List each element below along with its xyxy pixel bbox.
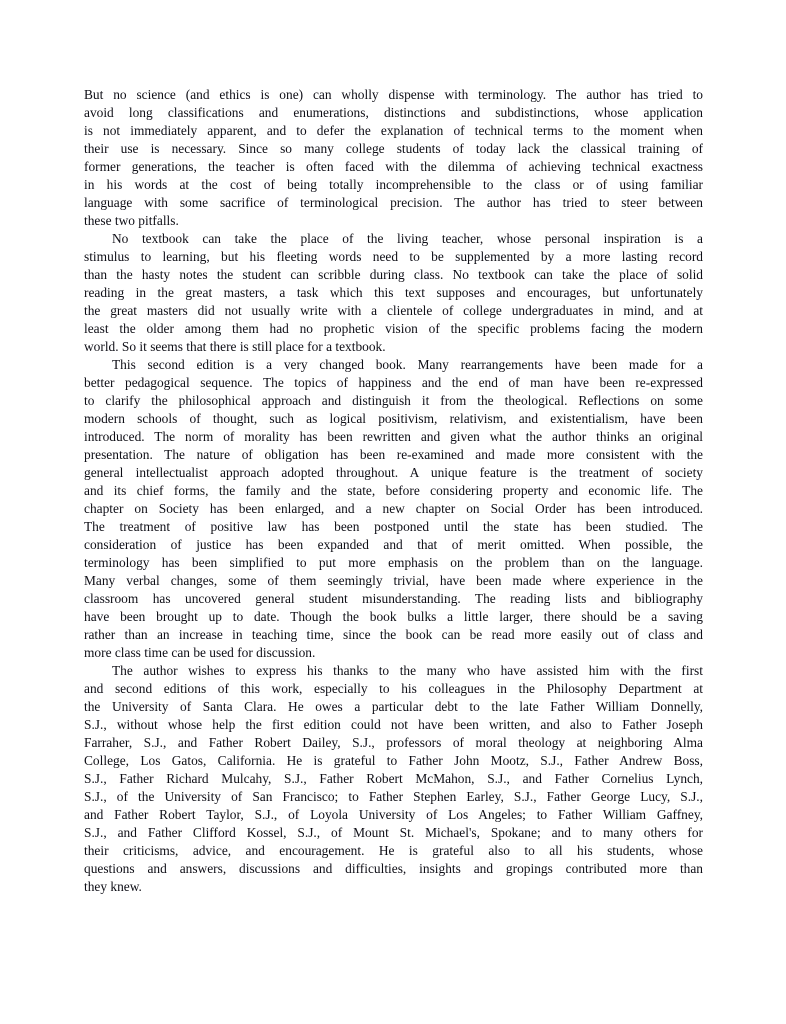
text-line: S.J., and Father Clifford Kossel, S.J., of Mount St. Michael's, Spokane; and to many others for [84,825,703,840]
text-line: language with some sacrifice of terminological precision. The author has tried to steer between [84,195,703,210]
text-line: Many verbal changes, some of them seemingly trivial, have been made where experience in the [84,573,703,588]
text-line: College, Los Gatos, California. He is grateful to Father John Mootz, S.J., Father Andrew Boss, [84,753,703,768]
text-line: they knew. [84,879,142,894]
paragraph [84,230,703,356]
text-line: avoid long classifications and enumerations, distinctions and subdistinctions, whose application [84,105,703,120]
text-line: and its chief forms, the family and the state, before considering property and economic life. The [84,483,703,498]
text-line: terminology has been simplified to put more emphasis on the problem than on the language. [84,555,703,570]
text-line: and Father Robert Taylor, S.J., of Loyola University of Los Angeles; to Father William Gaffney, [84,807,703,822]
text-line: stimulus to learning, but his fleeting words need to be supplemented by a more lasting record [84,249,703,264]
text-line: presentation. The nature of obligation has been re-examined and made more consistent with the [84,447,703,462]
text-line: these two pitfalls. [84,213,179,228]
text-line: in his words at the cost of being totally incomprehensible to the class or of using familiar [84,177,703,192]
text-line: The author wishes to express his thanks to the many who have assisted him with the first [112,663,703,678]
text-line: But no science (and ethics is one) can wholly dispense with terminology. The author has tried to [84,87,703,102]
text-line: is not immediately apparent, and to defer the explanation of technical terms to the moment when [84,123,703,138]
text-line: This second edition is a very changed book. Many rearrangements have been made for a [112,357,703,372]
text-line: the University of Santa Clara. He owes a particular debt to the late Father William Donnelly, [84,699,703,714]
text-line: Farraher, S.J., and Father Robert Dailey, S.J., professors of moral theology at neighboring Alma [84,735,703,750]
text-line: world. So it seems that there is still place for a textbook. [84,339,386,354]
page-text-block [84,86,703,896]
paragraph [84,662,703,896]
text-line: their use is necessary. Since so many college students of today lack the classical training of [84,141,703,156]
text-line: introduced. The norm of morality has been rewritten and given what the author thinks an original [84,429,703,444]
text-line: classroom has uncovered general student misunderstanding. The reading lists and bibliography [84,591,703,606]
text-line: chapter on Society has been enlarged, and a new chapter on Social Order has been introduced. [84,501,703,516]
paragraph [84,86,703,230]
text-line: The treatment of positive law has been postponed until the state has been studied. The [84,519,703,534]
text-line: and second editions of this work, especially to his colleagues in the Philosophy Department at [84,681,703,696]
text-line: to clarify the philosophical approach and distinguish it from the theological. Reflections on some [84,393,703,408]
text-line: No textbook can take the place of the living teacher, whose personal inspiration is a [112,231,703,246]
text-line: questions and answers, discussions and difficulties, insights and gropings contributed more than [84,861,703,876]
text-line: than the hasty notes the student can scribble during class. No textbook can take the place of solid [84,267,703,282]
text-line: have been brought up to date. Though the book bulks a little larger, there should be a saving [84,609,703,624]
text-line: least the older among them had no prophetic vision of the specific problems facing the modern [84,321,703,336]
text-line: reading in the great masters, a task which this text supposes and encourages, but unfortunately [84,285,703,300]
text-line: S.J., without whose help the first edition could not have been written, and also to Father Joseph [84,717,703,732]
text-line: more class time can be used for discussion. [84,645,316,660]
text-line: rather than an increase in teaching time, since the book can be read more easily out of class and [84,627,703,642]
paragraph [84,356,703,662]
text-line: modern schools of thought, such as logical positivism, relativism, and existentialism, have been [84,411,703,426]
text-line: S.J., Father Richard Mulcahy, S.J., Father Robert McMahon, S.J., and Father Cornelius Lynch, [84,771,703,786]
text-line: better pedagogical sequence. The topics of happiness and the end of man have been re-expressed [84,375,703,390]
text-line: the great masters did not usually write with a clientele of college undergraduates in mind, and at [84,303,703,318]
text-line: S.J., of the University of San Francisco; to Father Stephen Earley, S.J., Father George Lucy, S.J., [84,789,703,804]
text-line: general intellectualist approach adopted throughout. A unique feature is the treatment of society [84,465,703,480]
text-line: their criticisms, advice, and encouragement. He is grateful also to all his students, whose [84,843,703,858]
text-line: former generations, the teacher is often faced with the dilemma of achieving technical exactness [84,159,703,174]
text-line: consideration of justice has been expanded and that of merit omitted. When possible, the [84,537,703,552]
